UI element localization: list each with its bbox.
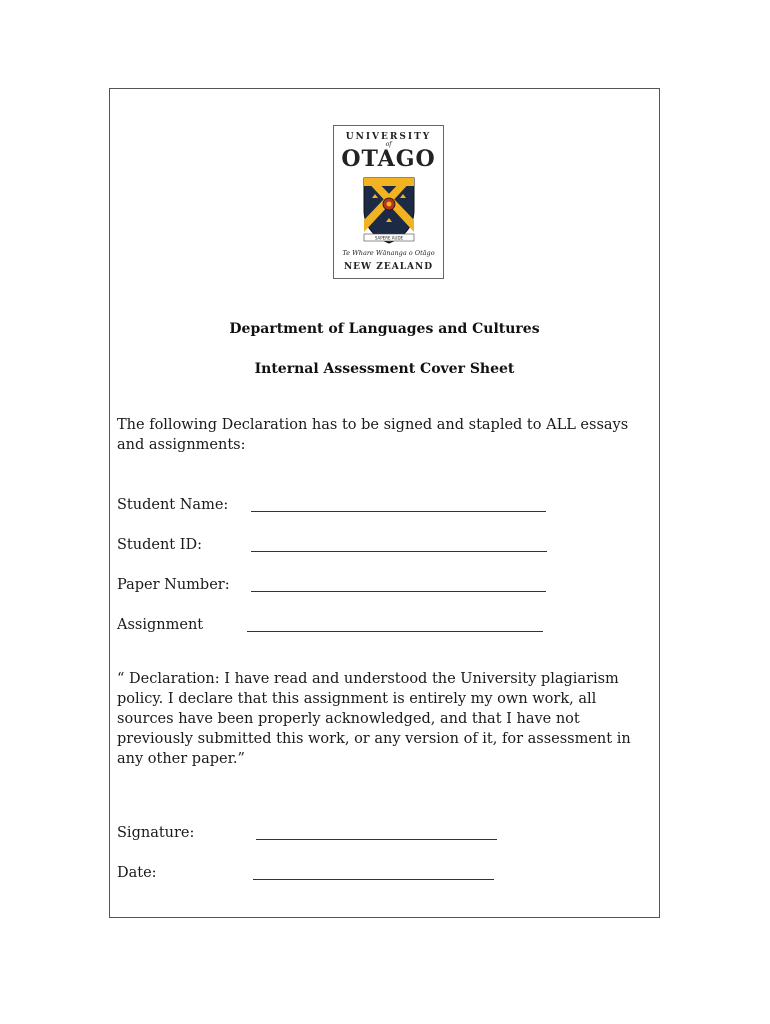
university-logo [333,125,444,279]
assignment-label: Assignment [117,617,204,633]
logo-country-text: NEW ZEALAND [343,262,434,272]
declaration-text: “ Declaration: I have read and understood the University plagiarism policy. I declare that this assignment is entirely my own work, all sources have been properly acknowledged, and that I have not previously submitted this work, or any version of it, for assessment in any other paper.” [117,671,631,767]
signature-line[interactable] [256,839,497,840]
cover-sheet-page [109,88,660,918]
student-name-line[interactable] [251,511,546,512]
paper-number-label: Paper Number: [117,577,230,593]
paper-number-line[interactable] [251,591,546,592]
date-label: Date: [117,865,157,881]
logo-of-text: of [385,141,392,148]
page-title: Internal Assessment Cover Sheet [254,361,515,377]
student-id-label: Student ID: [117,537,202,553]
logo-otago-text: OTAGO [341,146,436,172]
motto-text: SAPERE AUDE [374,235,404,241]
signature-label: Signature: [117,825,195,841]
student-name-label: Student Name: [117,497,229,513]
student-id-line[interactable] [251,551,547,552]
instruction-text: The following Declaration has to be signed and stapled to ALL essays and assignments: [117,417,629,453]
logo-university-text: UNIVERSITY [345,132,432,142]
department-heading: Department of Languages and Cultures [229,321,540,337]
date-line[interactable] [253,879,494,880]
logo-maori-name: Te Whare Wānanga o Otāgo [342,249,435,257]
assignment-line[interactable] [247,631,543,632]
coat-of-arms-icon [362,176,416,246]
